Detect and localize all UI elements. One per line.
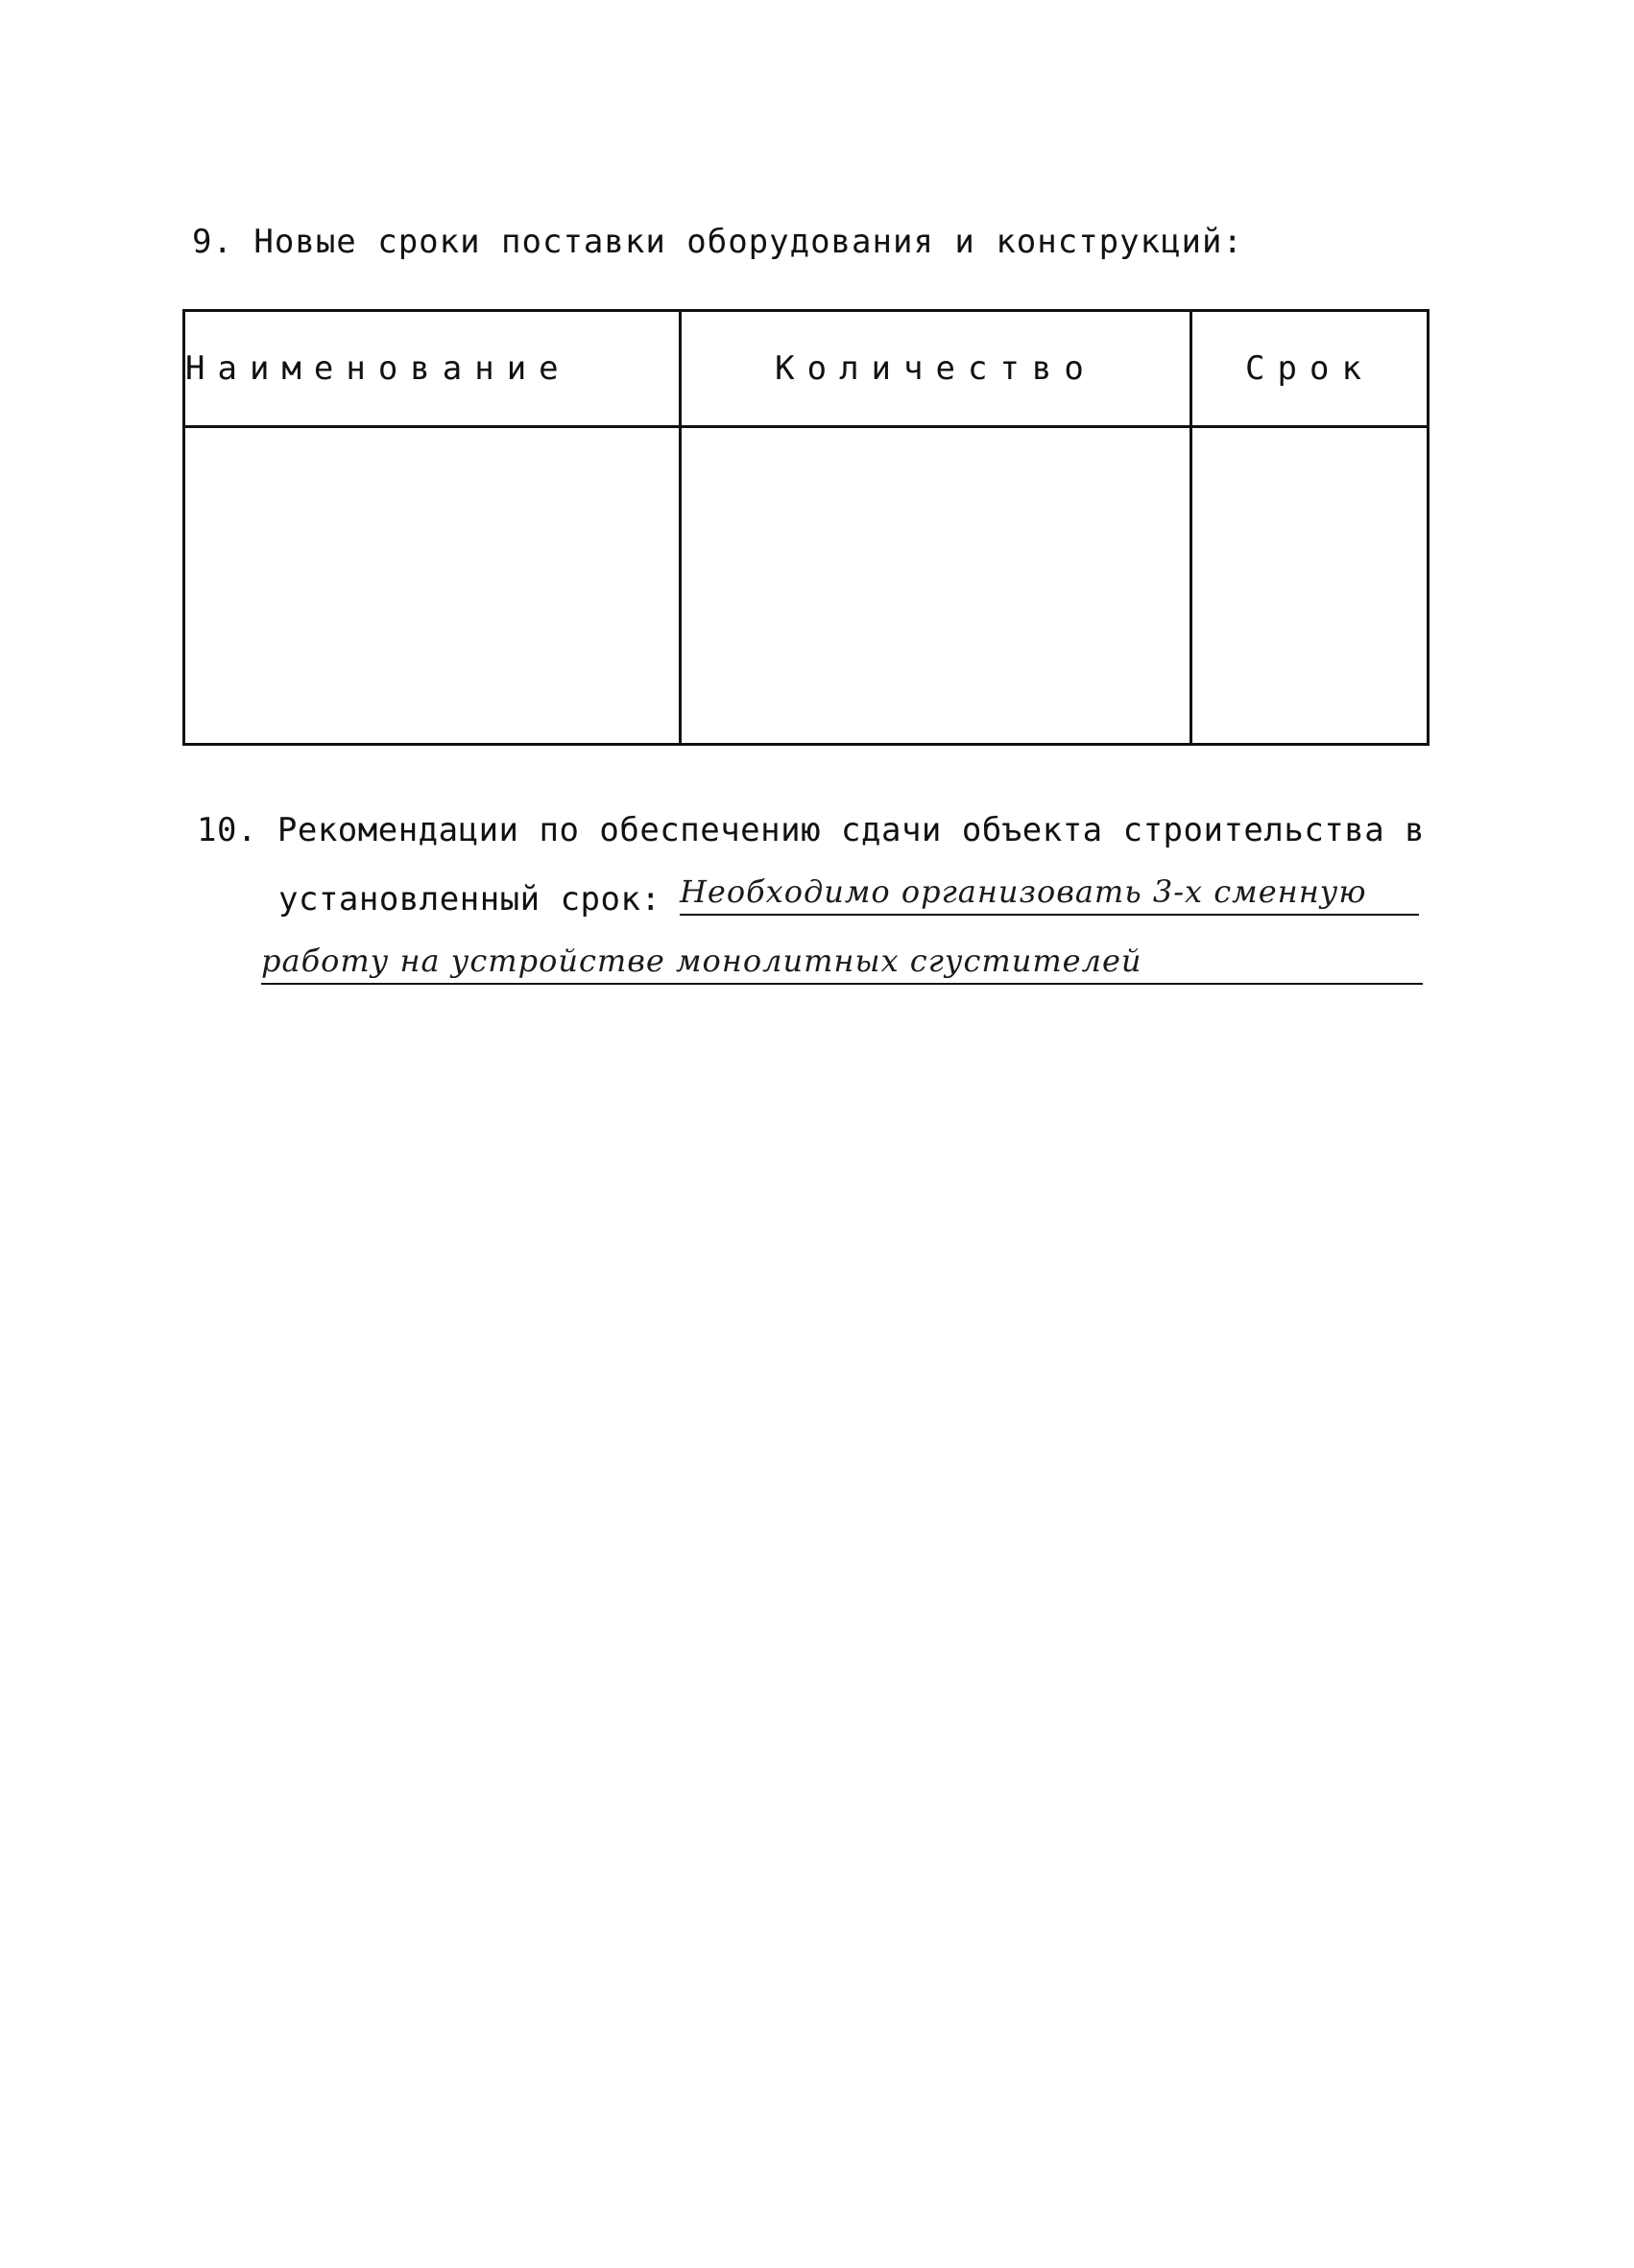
cell-quantity-empty[interactable] <box>681 427 1191 745</box>
handwritten-answer-line-1[interactable]: Необходимо организовать 3-х сменную <box>680 873 1419 916</box>
column-header-term: Срок <box>1191 311 1429 427</box>
handwritten-answer-line-2[interactable]: работу на устройстве монолитных сгустителей <box>261 943 1423 985</box>
cell-term-empty[interactable] <box>1191 427 1429 745</box>
table-header-row <box>184 311 1429 427</box>
section-9-heading: 9. Новые сроки поставки оборудования и конструкций: <box>192 223 1243 261</box>
column-header-name: Наименование <box>184 311 681 427</box>
section-10-line-2-label: установленный срок: <box>278 880 661 919</box>
column-header-quantity: Количество <box>681 311 1191 427</box>
table-row <box>184 427 1429 745</box>
section-10-line-1: 10. Рекомендации по обеспечению сдачи объекта строительства в <box>197 811 1426 849</box>
cell-name-empty[interactable] <box>184 427 681 745</box>
delivery-schedule-table <box>182 309 1430 746</box>
